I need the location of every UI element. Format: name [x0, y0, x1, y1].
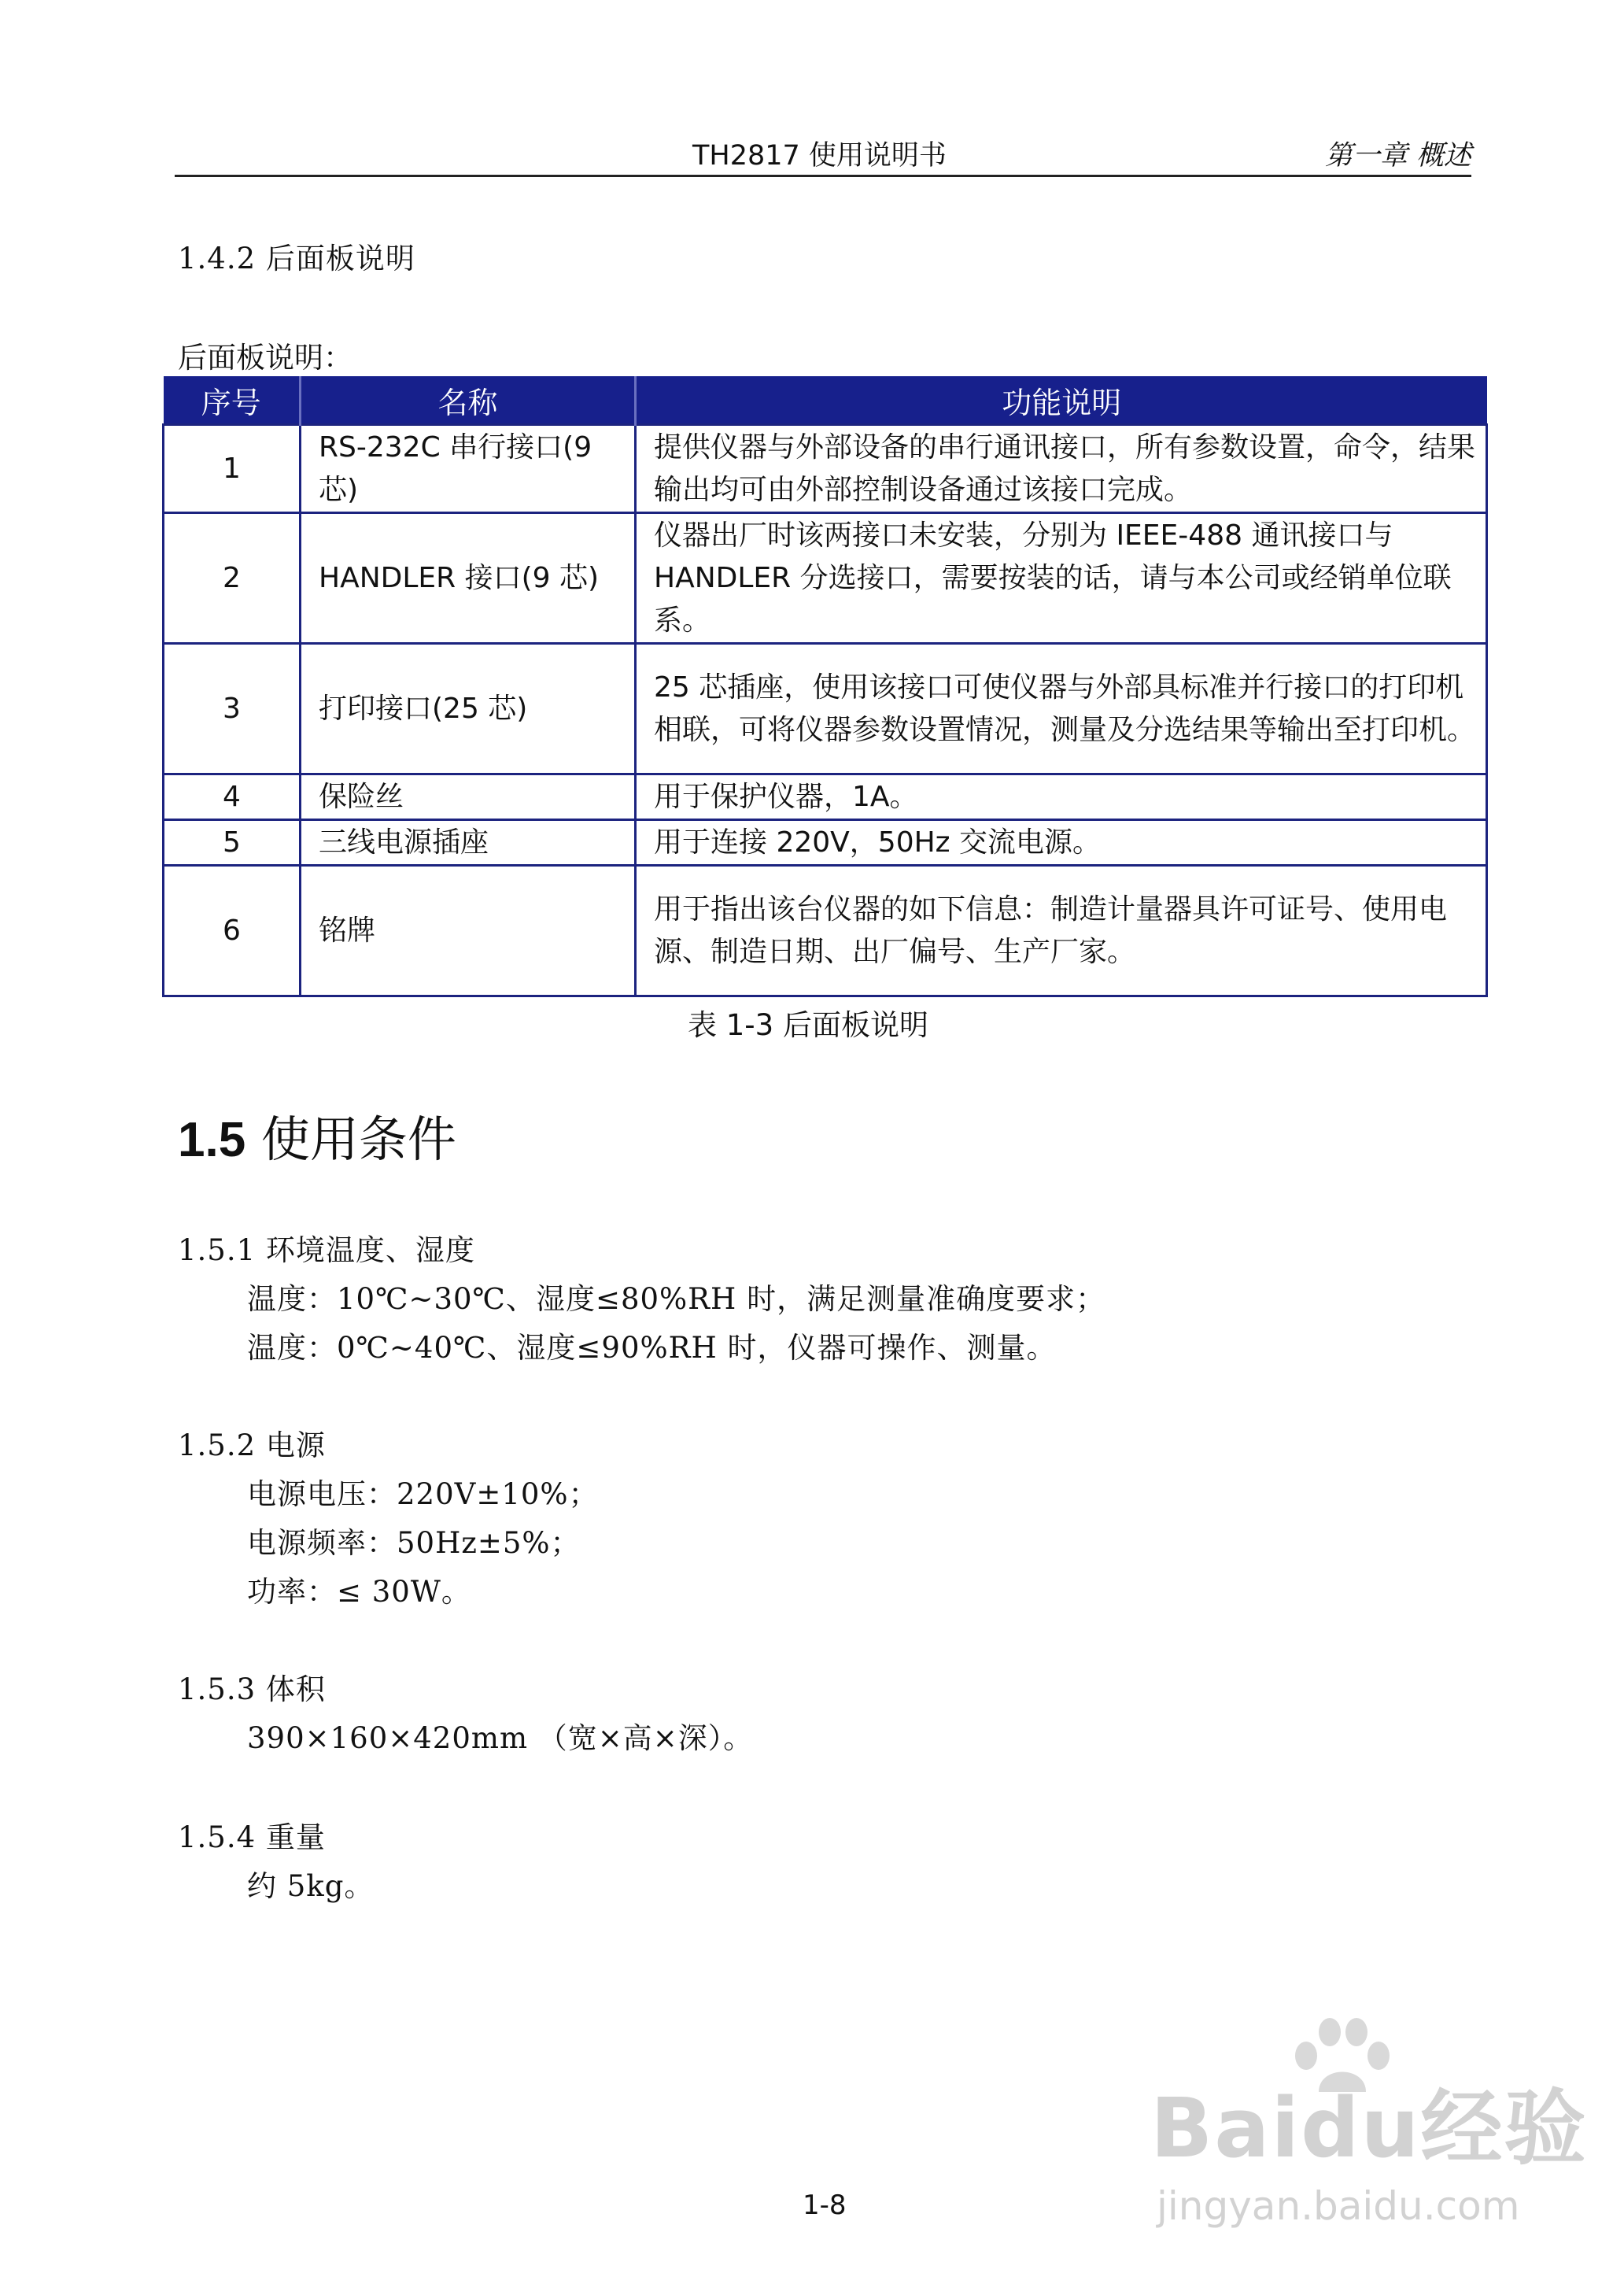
header-title: TH2817 使用说明书: [692, 140, 947, 172]
subsection-heading: 1.5.4 重量: [178, 1820, 326, 1854]
row-name: 铭牌: [301, 866, 636, 996]
table-intro: 后面板说明：: [178, 341, 352, 375]
row-number: 5: [164, 820, 301, 866]
table-row: [164, 644, 1487, 774]
section-title-1-5: [178, 1100, 456, 1170]
row-number: 4: [164, 774, 301, 820]
body-line: 电源频率：50Hz±5%；: [247, 1526, 581, 1560]
row-name: 保险丝: [301, 774, 636, 820]
row-name: RS-232C 串行接口(9 芯): [301, 425, 636, 513]
column-header-number: 序号: [164, 376, 301, 425]
column-header-name: 名称: [301, 376, 636, 425]
table-caption: 表 1-3 后面板说明: [688, 1008, 928, 1042]
subsection-heading: 1.5.2 电源: [178, 1428, 326, 1462]
row-description: 用于连接 220V，50Hz 交流电源。: [636, 820, 1487, 866]
section-heading-1-4-2: 1.4.2 后面板说明: [178, 242, 415, 275]
header-chapter: 第一章 概述: [1324, 140, 1471, 172]
table-row: [164, 866, 1487, 996]
page-number: 1-8: [803, 2190, 847, 2221]
table-row: [164, 513, 1487, 644]
subsection-heading: 1.5.3 体积: [178, 1672, 326, 1706]
row-description: 用于指出该台仪器的如下信息：制造计量器具许可证号、使用电源、制造日期、出厂偏号、生产厂家。: [636, 866, 1487, 996]
row-name: 三线电源插座: [301, 820, 636, 866]
subsection-heading: 1.5.1 环境温度、湿度: [178, 1233, 475, 1267]
row-description: 用于保护仪器，1A。: [636, 774, 1487, 820]
row-number: 1: [164, 425, 301, 513]
body-line: 温度：0℃~40℃、湿度≤90%RH 时，仪器可操作、测量。: [247, 1331, 1057, 1365]
table-header-row: [164, 376, 1487, 425]
body-line: 温度：10℃~30℃、湿度≤80%RH 时，满足测量准确度要求；: [247, 1282, 1106, 1316]
body-line: 功率：≤ 30W。: [247, 1575, 471, 1609]
row-name: 打印接口(25 芯): [301, 644, 636, 774]
row-number: 2: [164, 513, 301, 644]
table-row: [164, 820, 1487, 866]
column-header-function: 功能说明: [636, 376, 1487, 425]
row-number: 6: [164, 866, 301, 996]
row-number: 3: [164, 644, 301, 774]
watermark: [1150, 2062, 1588, 2229]
row-description: 25 芯插座，使用该接口可使仪器与外部具标准并行接口的打印机相联，可将仪器参数设置情况，测量及分选结果等输出至打印机。: [636, 644, 1487, 774]
row-description: 仪器出厂时该两接口未安装，分别为 IEEE-488 通讯接口与 HANDLER 分选接口，需要按装的话，请与本公司或经销单位联系。: [636, 513, 1487, 644]
table-row: [164, 774, 1487, 820]
table-row: [164, 425, 1487, 513]
row-description: 提供仪器与外部设备的串行通讯接口，所有参数设置，命令，结果输出均可由外部控制设备通过该接口完成。: [636, 425, 1487, 513]
body-line: 电源电压：220V±10%；: [247, 1477, 599, 1511]
header-rule: [175, 175, 1471, 177]
section-title-text: 使用条件: [260, 1111, 456, 1168]
body-line: 390×160×420mm （宽×高×深）。: [247, 1721, 754, 1755]
section-number: 1.5: [178, 1113, 246, 1167]
watermark-brand: Baidu经验: [1150, 2080, 1588, 2176]
body-line: 约 5kg。: [247, 1869, 375, 1903]
row-name: HANDLER 接口(9 芯): [301, 513, 636, 644]
watermark-url: jingyan.baidu.com: [1157, 2183, 1520, 2229]
rear-panel-table: [162, 376, 1488, 997]
